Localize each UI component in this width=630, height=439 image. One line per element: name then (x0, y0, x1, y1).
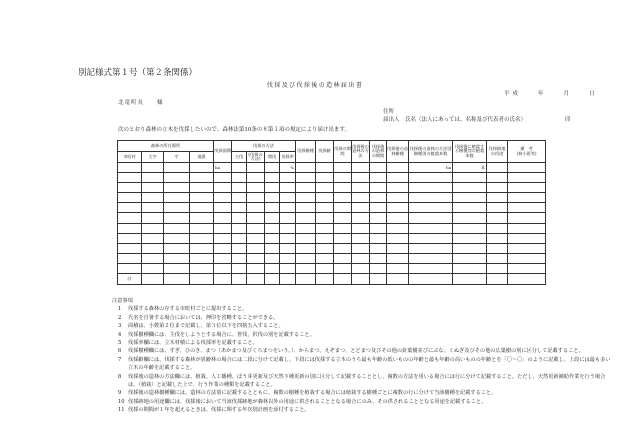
col-species: 伐採樹種 (296, 141, 316, 163)
form-label: 別記様式第１号（第２条関係） (78, 68, 198, 78)
notes-heading: 注意事項 (112, 298, 133, 304)
table-row (118, 173, 546, 183)
table-row (118, 213, 546, 223)
table-row (118, 223, 546, 233)
group-method: 伐採の方法 (232, 141, 296, 152)
remarks-sub: (林小班等) (516, 150, 537, 156)
table-row (118, 203, 546, 213)
note-item: 5 伐採率欄には、立木材積による伐採率を記載すること。 (118, 340, 258, 347)
remarks-label: 備 考 (520, 146, 533, 152)
col-thin: 間伐 (265, 152, 280, 163)
note-item: 1 伐採する森林の存する市町村ごとに提出すること。 (118, 306, 248, 313)
col-area: 伐採面積 (214, 141, 232, 163)
col-period: 伐採の期間 (334, 141, 352, 163)
col-method-main: 主伐 (232, 152, 247, 163)
col-rate: 伐採率 (280, 152, 296, 163)
note-item: 2 氏名を自署する場合においては、押印を省略することができる。 (118, 314, 279, 321)
col-aza: 字 (164, 152, 190, 163)
col-chiban: 地番 (190, 152, 214, 163)
col-regen-period: 伐採後の造林の期間 (370, 141, 387, 163)
note-item: 8 伐採後の造林の方法欄には、植栽、人工播種、ぼう芽更新及び天然下種更新の別に区分して記載することとし、複数の方法を用いる場合には行に分けて記載すること。ただし、天然更新補助作業を行う場合は、（植栽）と記載した上で、行う作業の種類を記載すること。 (118, 373, 606, 389)
unit-ha: ha (214, 163, 232, 173)
col-oaza: 大字 (142, 152, 164, 163)
col-age: 伐採齢 (316, 141, 334, 163)
notification-table (117, 140, 546, 285)
col-city: 市町村 (118, 152, 142, 163)
table-row (118, 243, 546, 253)
addressee: 北竜町長 様 (118, 100, 164, 106)
unit-hon: 本 (453, 163, 487, 173)
date-field: 平成 年 月 日 (504, 91, 598, 97)
note-item: 6 伐採樹種欄には、すぎ、ひのき、まつ（あかまつ及びくろまつをいう。）、からまつ、えぞまつ、とどまつ及びその他の針葉樹並びにぶな、くぬぎ及びその他の広葉樹の別に区分して記載すること。 (118, 348, 584, 355)
table-row (118, 163, 546, 173)
col-method-cut: (伐採の方法) (248, 151, 263, 162)
address-label: 住所 (383, 109, 395, 115)
group-location: 森林の所在場所 (118, 141, 214, 152)
note-item: 7 伐採齢欄には、伐採する森林が異齢林の場合には二段に分けて記載し、下段には伐採する立木のうち最も年齢の低いものの年齢と最も年齢の高いものの年齢とを「〇～〇」のように記載し、上段には最も多い立木の年齢を記載すること。 (118, 356, 611, 372)
total-row (118, 273, 546, 284)
unit-ha-2: ha (409, 163, 453, 173)
table-row (118, 193, 546, 203)
table-row (118, 183, 546, 193)
notes-section (112, 297, 612, 415)
col-plant-count: 伐採後に植栽する樹種別の植栽本数 (453, 141, 487, 163)
note-item: 3 面積は、小数第２位まで記載し、第３位以下を四捨五入すること。 (118, 323, 284, 330)
col-use: 伐採跡地の用途 (487, 141, 508, 163)
col-remarks (508, 141, 546, 163)
note-item: 11 伐採の期間が１年を超えるときは、伐採に関する年次別計画を添付すること。 (118, 407, 310, 414)
table-row (118, 233, 546, 243)
applicant-label: 届出人 氏名（法人にあっては、名称及び代表者の氏名） (383, 117, 526, 123)
table-row (118, 253, 546, 263)
seal-mark: 印 (565, 117, 571, 123)
col-regen-method: 伐採後の造林の方法 (352, 141, 370, 163)
note-item: 4 伐採樹種欄には、主伐をしようとする場合に、皆伐、択伐の別を記載すること。 (118, 331, 315, 338)
note-item: 10 伐採跡地の用途欄には、伐採後において当該伐採跡地が森林以外の用途に供されることとなる場合にのみ、その供されることとなる用途を記載すること。 (118, 398, 487, 405)
note-item: 9 伐採後の造林樹種欄には、造林の方法別に記載するとともに、複数の樹種を植栽する場合には植栽する樹種ごとに複数の行に分けて当該樹種を記載すること。 (118, 390, 497, 397)
col-regen-plan: 伐採後の造林の方法別樹種別の植栽本数 (409, 141, 453, 163)
total-label: 計 (118, 273, 142, 284)
table-row (118, 263, 546, 273)
document-title: 伐採及び伐採後の造林届出書 (266, 82, 364, 89)
col-regen-species: 伐採後の造林樹種 (387, 141, 409, 163)
intro-text: 次のとおり森林の立木を伐採したいので、森林法第10条の８第１項の規定により届け出ます。 (118, 127, 350, 133)
unit-percent: % (280, 163, 296, 173)
